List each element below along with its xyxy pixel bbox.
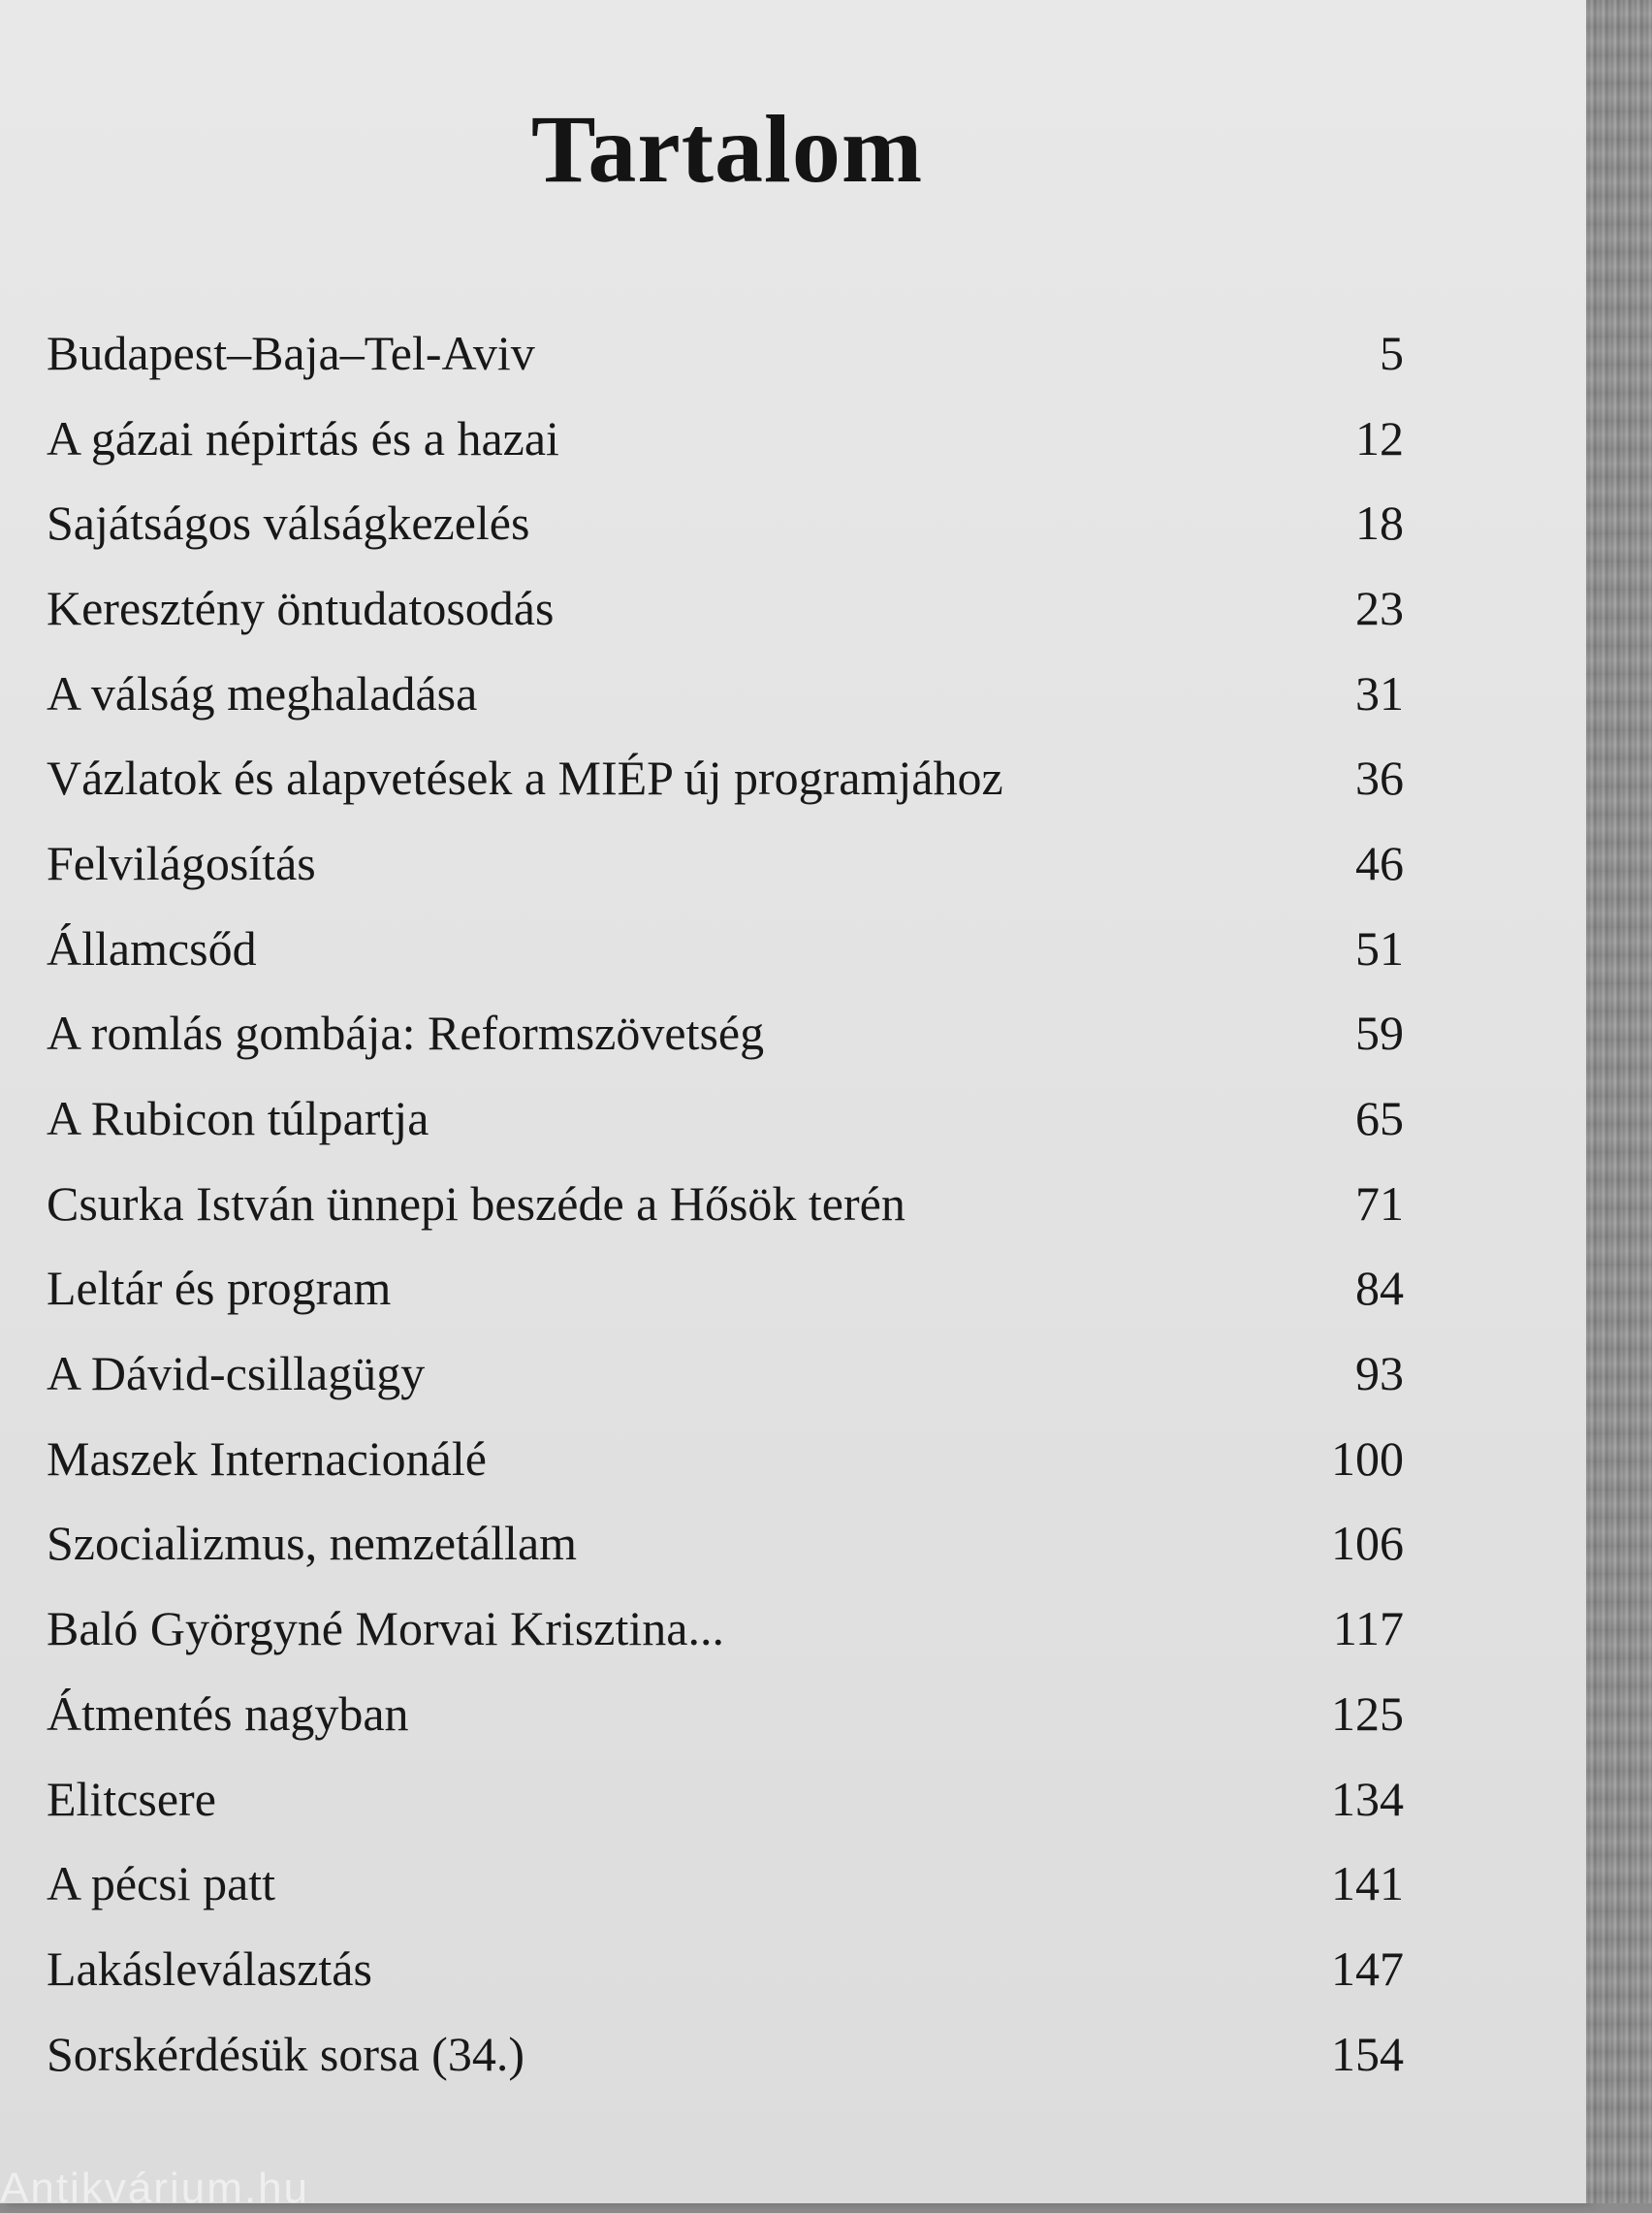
toc-entry-page: 51 — [1355, 920, 1404, 976]
table-of-contents — [47, 310, 1404, 2096]
toc-entry-page: 59 — [1355, 1006, 1404, 1061]
toc-entry-page: 117 — [1332, 1601, 1404, 1656]
toc-entry-page: 125 — [1331, 1685, 1404, 1741]
toc-entry-title: Átmentés nagyban — [47, 1685, 409, 1741]
toc-entry-page: 141 — [1331, 1856, 1404, 1911]
toc-entry-title: Sorskérdésük sorsa (34.) — [47, 2026, 524, 2081]
toc-entry — [47, 480, 1404, 565]
toc-entry-page: 134 — [1331, 1771, 1404, 1826]
toc-entry-page: 106 — [1331, 1516, 1404, 1571]
toc-entry-page: 65 — [1355, 1091, 1404, 1146]
toc-entry-title: Felvilágosítás — [47, 835, 316, 890]
toc-entry — [47, 651, 1404, 736]
toc-entry-title: Baló Györgyné Morvai Krisztina... — [47, 1601, 724, 1656]
toc-entry-page: 84 — [1355, 1261, 1404, 1316]
toc-entry-title: A Dávid-csillagügy — [47, 1346, 426, 1401]
toc-entry — [47, 310, 1404, 396]
toc-entry-title: Sajátságos válságkezelés — [47, 496, 530, 551]
toc-entry — [47, 1501, 1404, 1587]
toc-entry — [47, 396, 1404, 481]
toc-entry-title: A romlás gombája: Reformszövetség — [47, 1006, 765, 1061]
toc-entry — [47, 1416, 1404, 1501]
toc-entry-title: A pécsi patt — [47, 1856, 276, 1911]
toc-entry — [47, 1075, 1404, 1161]
toc-entry-page: 36 — [1355, 751, 1404, 806]
toc-entry-title: Csurka István ünnepi beszéde a Hősök terén — [47, 1175, 905, 1231]
toc-entry-page: 23 — [1355, 580, 1404, 635]
toc-entry-page: 147 — [1331, 1940, 1404, 1996]
toc-entry — [47, 1586, 1404, 1671]
toc-entry-page: 5 — [1380, 325, 1404, 380]
toc-entry-page: 154 — [1331, 2026, 1404, 2081]
toc-entry-title: A Rubicon túlpartja — [47, 1091, 429, 1146]
toc-entry — [47, 1331, 1404, 1416]
toc-entry — [47, 1841, 1404, 1926]
toc-entry-title: Lakásleválasztás — [47, 1940, 372, 1996]
toc-entry-title: Államcsőd — [47, 920, 257, 976]
toc-entry-page: 12 — [1355, 410, 1404, 465]
toc-entry — [47, 820, 1404, 906]
toc-entry-title: A gázai népirtás és a hazai — [47, 410, 559, 465]
toc-entry-title: Maszek Internacionálé — [47, 1430, 487, 1486]
toc-entry-page: 31 — [1355, 665, 1404, 721]
toc-entry — [47, 565, 1404, 651]
toc-entry-title: Vázlatok és alapvetések a MIÉP új programjához — [47, 751, 1003, 806]
spine-texture — [1586, 0, 1652, 2203]
book-spine-edge — [1586, 0, 1652, 2203]
watermark: Antikvárium.hu — [0, 2165, 310, 2212]
toc-entry — [47, 1926, 1404, 2011]
toc-entry — [47, 735, 1404, 820]
toc-entry — [47, 1246, 1404, 1331]
toc-entry-title: Leltár és program — [47, 1261, 392, 1316]
page-title: Tartalom — [530, 95, 924, 203]
toc-entry — [47, 1161, 1404, 1246]
toc-entry-title: Keresztény öntudatosodás — [47, 580, 555, 635]
toc-entry-page: 93 — [1355, 1346, 1404, 1401]
toc-entry-page: 18 — [1355, 496, 1404, 551]
toc-entry — [47, 906, 1404, 991]
toc-entry-page: 100 — [1331, 1430, 1404, 1486]
toc-entry — [47, 991, 1404, 1076]
toc-entry-title: Szocializmus, nemzetállam — [47, 1516, 578, 1571]
toc-entry-page: 71 — [1355, 1175, 1404, 1231]
toc-entry — [47, 1671, 1404, 1756]
toc-entry — [47, 1756, 1404, 1842]
toc-entry-title: A válság meghaladása — [47, 665, 478, 721]
toc-entry — [47, 2011, 1404, 2097]
toc-entry-title: Budapest–Baja–Tel-Aviv — [47, 325, 535, 380]
toc-entry-page: 46 — [1355, 835, 1404, 890]
toc-entry-title: Elitcsere — [47, 1771, 216, 1826]
